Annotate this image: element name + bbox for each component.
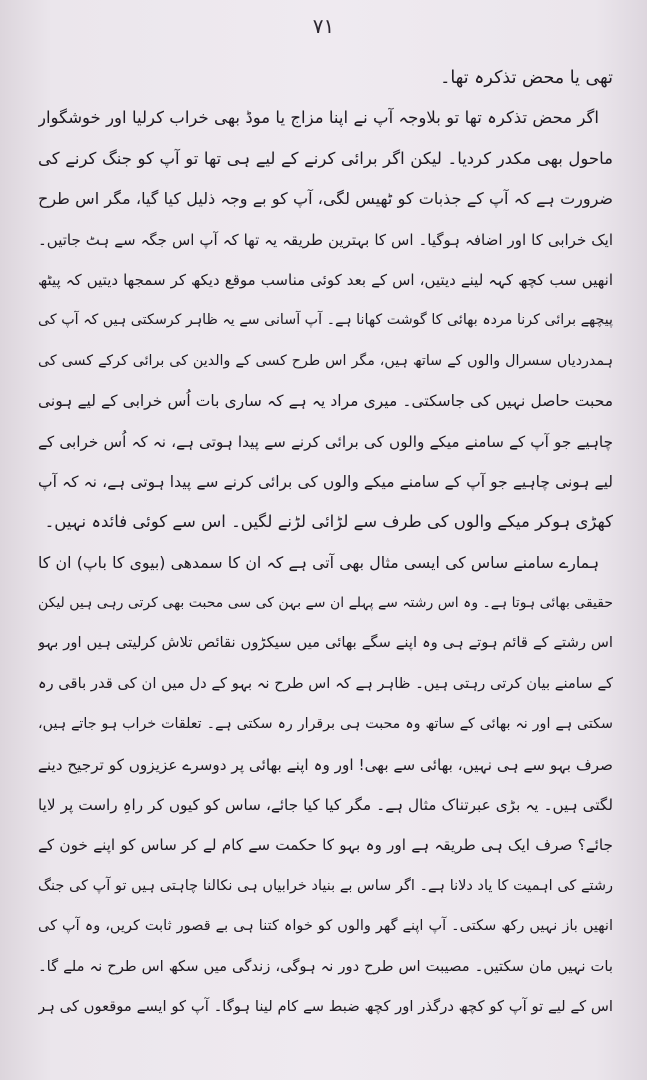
text-line: محبت حاصل نہیں کی جاسکتی۔ میری مراد یہ ہے کہ ساری بات اُس خرابی کے لیے ہونی (38, 392, 613, 411)
text-line: اس رشتے کے قائم ہوتے ہی وہ اپنے سگے بھائی میں سیکڑوں نقائص تلاش کرلیتی ہیں اور بہو (38, 634, 613, 652)
text-line: انھیں باز نہیں رکھ سکتی۔ آپ اپنے گھر والوں کو خواہ کتنا ہی بے قصور ثابت کریں، وہ آپ کی (38, 918, 613, 935)
text-line: ضرورت ہے کہ آپ کے جذبات کو ٹھیس لگی، آپ کو بے وجہ ذلیل کیا گیا، مگر اس طرح (38, 189, 613, 209)
text-line: جائے؟ صرف ایک ہی طریقہ ہے اور وہ بہو کا حکمت سے کام لے کر ساس کو اپنے خون کے (38, 836, 613, 855)
text-line: کے سامنے بیان کرتی رہتی ہیں۔ ظاہر ہے کہ اس طرح نہ بہو کے دل میں ان کی قدر باقی رہ (38, 674, 613, 692)
text-line: اگر محض تذکرہ تھا تو بلاوجہ آپ نے اپنا مزاج یا موڈ بھی خراب کرلیا اور خوشگوار (38, 108, 599, 128)
text-line: حقیقی بھائی ہوتا ہے۔ وہ اس رشتہ سے پہلے ان سے بہن کی سی محبت بھی کرتی رہی ہیں لیکن (38, 595, 613, 612)
text-line: تھی یا محض تذکرہ تھا۔ (440, 68, 613, 88)
text-line: ایک خرابی کا اور اضافہ ہوگیا۔ اس کا بہترین طریقہ یہ تھا کہ آپ اس جگہ سے ہٹ جاتیں۔ (38, 230, 613, 249)
text-line: ہمارے سامنے ساس کی ایسی مثال بھی آتی ہے کہ ان کا سمدھی (بیوی کا باپ) ان کا (38, 552, 599, 572)
text-line: لگتی ہیں۔ یہ بڑی عبرتناک مثال ہے۔ مگر کیا کیا جائے، ساس کو کیوں کر راہِ راست پر لایا (38, 796, 613, 815)
page-number: ۷۱ (312, 14, 335, 38)
text-line: بات نہیں مان سکتیں۔ مصیبت اس طرح دور نہ ہوگی، زندگی میں سکھ اس طرح نہ ملے گا۔ (38, 957, 613, 975)
text-line: چاہیے جو آپ کے سامنے میکے والوں کی برائی کرنے سے پیدا ہوتی ہے، نہ کہ اُس خرابی کے (38, 432, 613, 451)
text-line: کھڑی ہوکر میکے والوں کی طرف سے لڑائی لڑنے لگیں۔ اس سے کوئی فائدہ نہیں۔ (44, 512, 613, 532)
text-line: رشتے کی اہمیت کا یاد دلانا ہے۔ اگر ساس بے بنیاد خرابیاں ہی نکالنا چاہتی ہیں تو آپ کی جنگ (38, 877, 613, 894)
text-line: انھیں سب کچھ کہہ لینے دیتیں، اس کے بعد کوئی مناسب موقع دیکھ کر سمجھا دیتیں کہ پیٹھ (38, 270, 613, 289)
page-text-body (38, 58, 613, 1027)
text-line: اس کے لیے تو آپ کو کچھ درگذر اور کچھ ضبط سے کام لینا ہوگا۔ آپ کو ایسے موقعوں کی ہر (38, 997, 613, 1015)
text-line: سکتی ہے اور نہ بھائی کے ساتھ وہ محبت ہی برقرار رہ سکتی ہے۔ تعلقات خراب ہو جاتے ہیں، (38, 716, 613, 733)
text-line: ماحول بھی مکدر کردیا۔ لیکن اگر برائی کرنے کے لیے ہی تھا تو آپ کو جنگ کرنے کی (38, 148, 613, 168)
text-line: پیچھے برائی کرنا مردہ بھائی کا گوشت کھانا ہے۔ آپ آسانی سے یہ ظاہر کرسکتی ہیں کہ آپ کی (38, 312, 613, 329)
text-line: ہمدردیاں سسرال والوں کے ساتھ ہیں، مگر اس طرح کسی کے والدین کی برائی کرکے کسی کی (38, 352, 613, 369)
text-line: لیے ہونی چاہیے جو آپ کے سامنے میکے والوں کی برائی کرنے سے پیدا ہوتی ہے، نہ کہ آپ (38, 472, 613, 491)
text-line: صرف بہو سے ہی نہیں، بھائی سے بھی! اور وہ اپنے بھائی پر دوسرے عزیزوں کو ترجیح دینے (38, 755, 613, 774)
